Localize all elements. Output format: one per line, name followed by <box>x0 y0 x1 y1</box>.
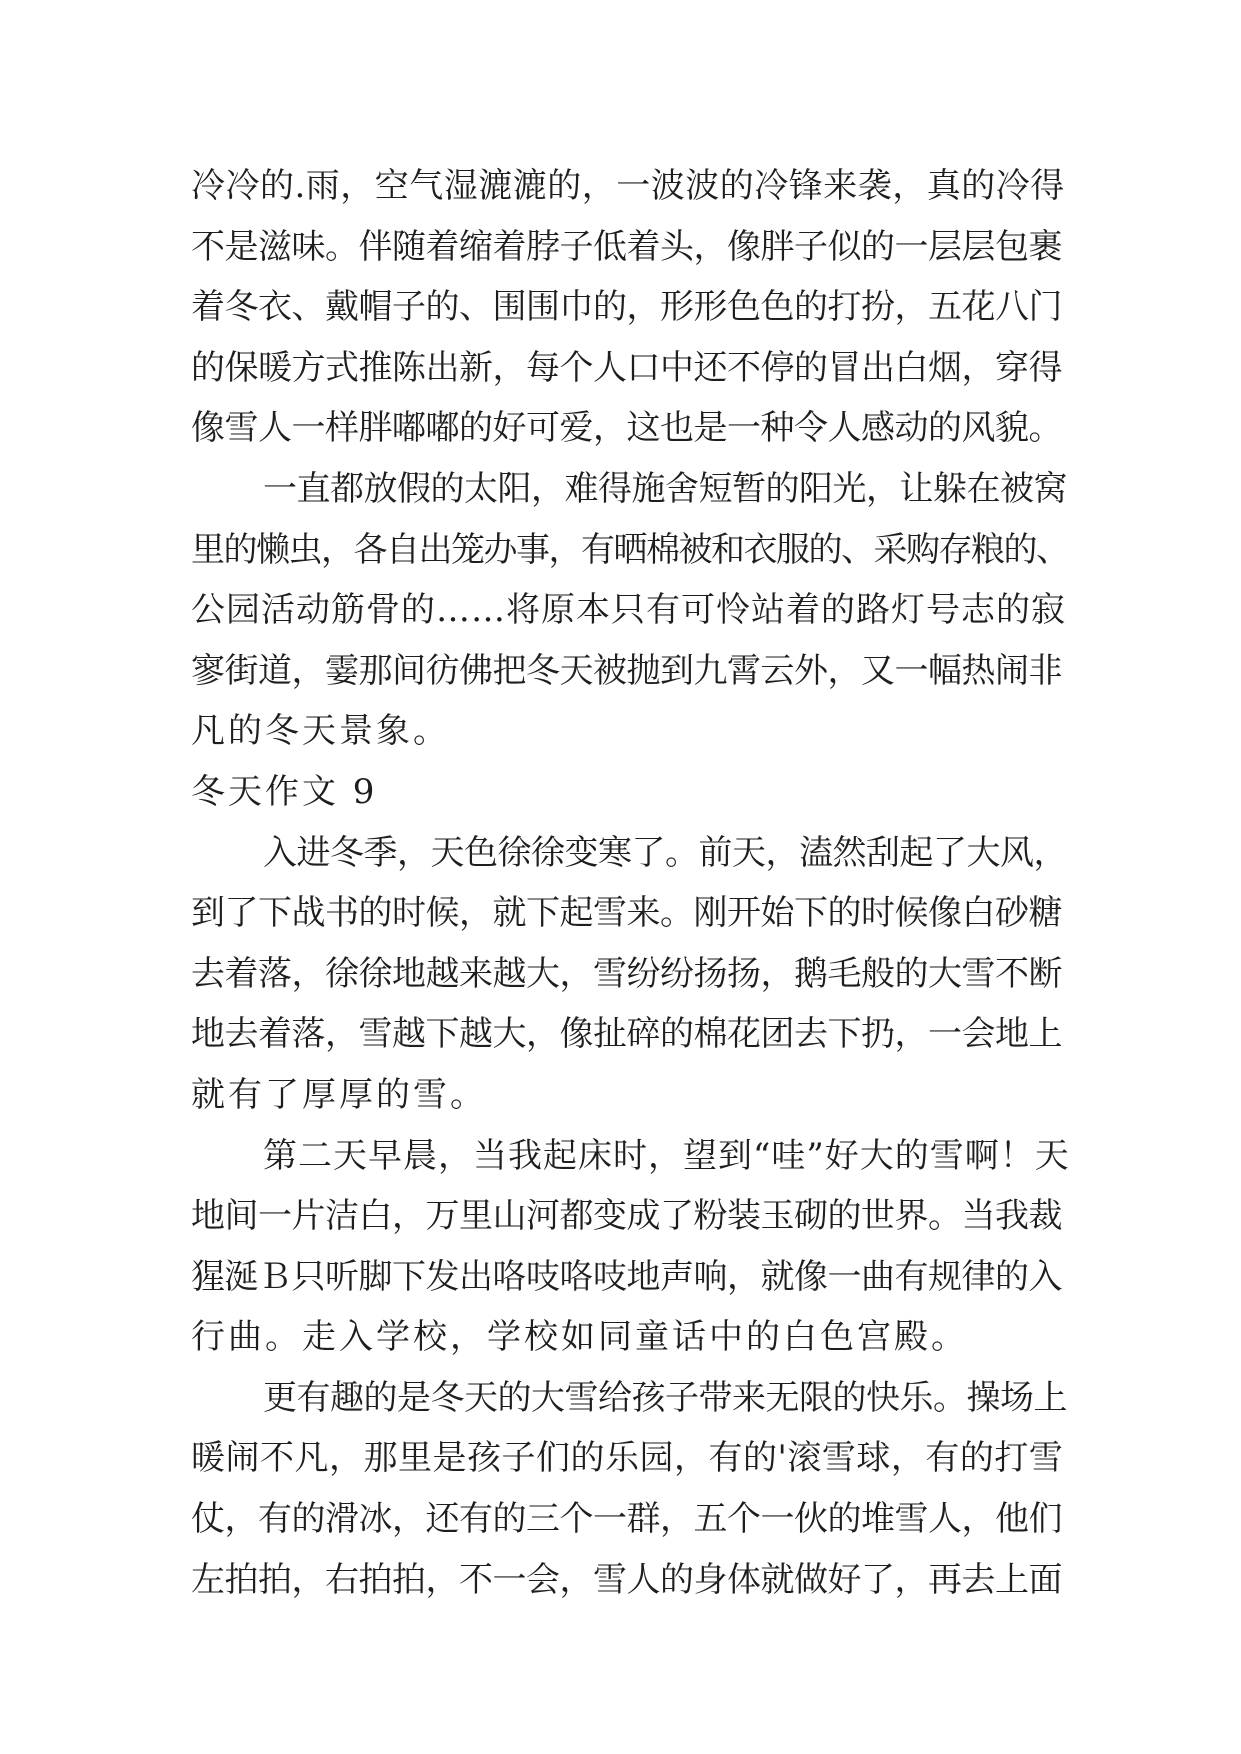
text-line: 一直都放假的太阳，难得施舍短暂的阳光，让躲在被窝 <box>263 468 1067 509</box>
text-line: 凡的冬天景象。 <box>191 711 450 752</box>
text-line: 地间一片洁白，万里山河都变成了粉装玉砌的世界。当我裁 <box>191 1196 1062 1237</box>
text-line: 的保暖方式推陈出新，每个人口中还不停的冒出白烟，穿得 <box>191 347 1062 388</box>
text-line: 左拍拍，右拍拍，不一会，雪人的身体就做好了，再去上面 <box>191 1559 1062 1600</box>
text-line: 仗，有的滑冰，还有的三个一群，五个一伙的堆雪人，他们 <box>191 1499 1062 1540</box>
text-line: 冬天作文 9 <box>191 771 378 812</box>
text-line: 就有了厚厚的雪。 <box>191 1074 487 1115</box>
text-line: 行曲。走入学校，学校如同童话中的白色宫殿。 <box>191 1317 968 1358</box>
text-line: 去着落，徐徐地越来越大，雪纷纷扬扬，鹅毛般的大雪不断 <box>191 953 1062 994</box>
text-line: 里的懒虫，各自出笼办事，有晒棉被和衣服的、采购存粮的、 <box>191 529 1069 570</box>
text-line: 着冬衣、戴帽子的、围围巾的，形形色色的打扮，五花八门 <box>191 287 1062 328</box>
text-line: 第二天早晨，当我起床时，望到“哇”好大的雪啊！天 <box>263 1135 1070 1176</box>
text-line: 入进冬季，天色徐徐变寒了。前天，溘然刮起了大风， <box>263 832 1067 873</box>
text-line: 寥街道，霎那间彷佛把冬天被抛到九霄云外，又一幅热闹非 <box>191 650 1062 691</box>
text-line: 到了下战书的时候，就下起雪来。刚开始下的时候像白砂糖 <box>191 893 1062 934</box>
text-line: 像雪人一样胖嘟嘟的好可爱，这也是一种令人感动的风貌。 <box>191 408 1062 449</box>
text-line: 地去着落，雪越下越大，像扯碎的棉花团去下扔，一会地上 <box>191 1014 1062 1055</box>
text-line: 公园活动筋骨的……将原本只有可怜站着的路灯号志的寂 <box>191 590 1066 631</box>
document-body <box>191 156 1071 1610</box>
text-line: 更有趣的是冬天的大雪给孩子带来无限的快乐。操场上 <box>263 1377 1067 1418</box>
text-line: 不是滋味。伴随着缩着脖子低着头，像胖子似的一层层包裹 <box>191 226 1062 267</box>
text-line: 暖闹不凡，那里是孩子们的乐园，有的'滚雪球，有的打雪 <box>191 1438 1064 1479</box>
text-line: 猩涎Ｂ只听脚下发出咯吱咯吱地声响，就像一曲有规律的入 <box>191 1256 1062 1297</box>
text-line: 冷冷的.雨，空气湿漉漉的，一波波的冷锋来袭，真的冷得 <box>191 166 1065 206</box>
